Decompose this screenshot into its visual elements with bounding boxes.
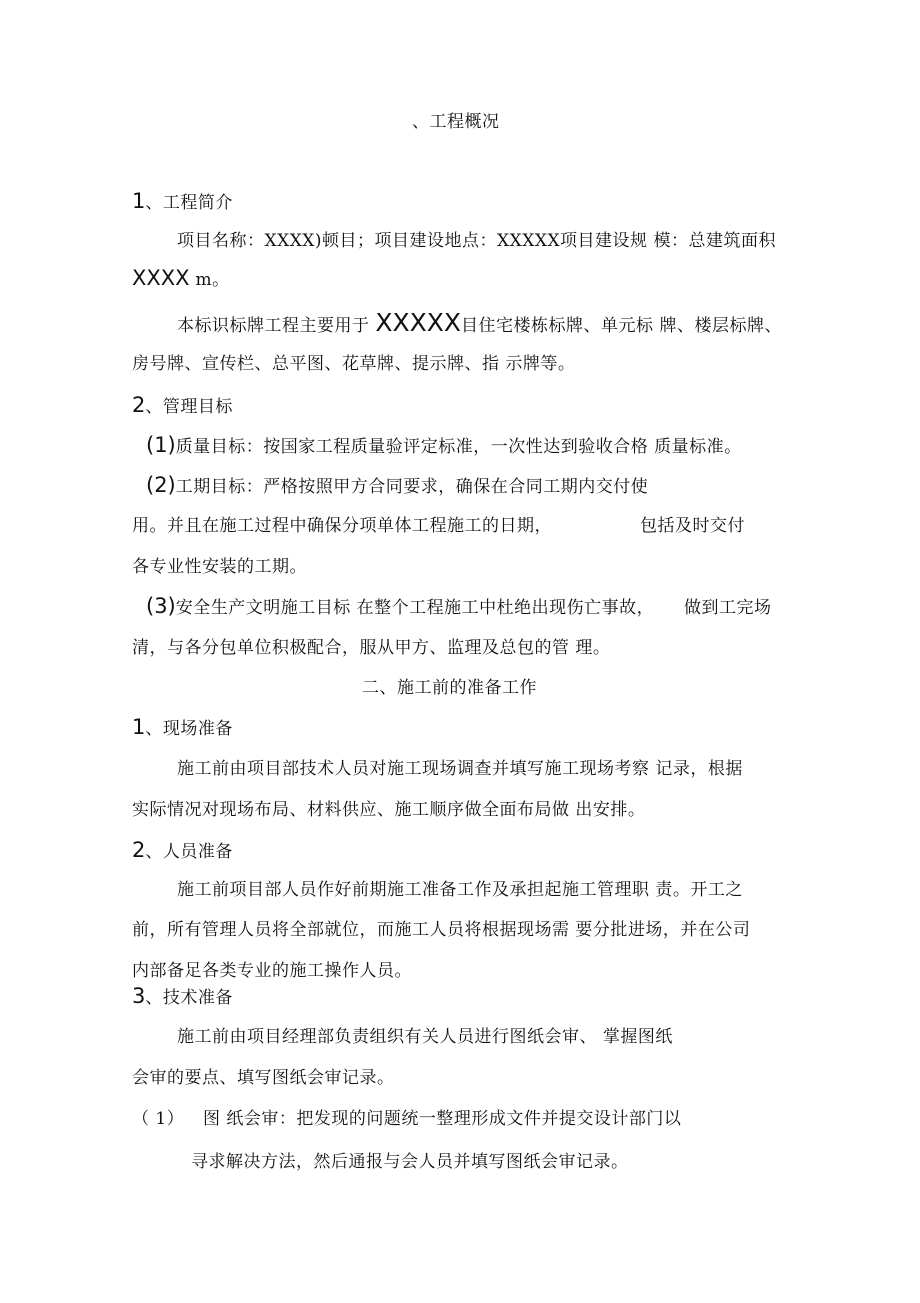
item-number: (1): [146, 433, 176, 457]
list-item-schedule-goal: [146, 473, 648, 499]
heading-number: 1: [132, 715, 146, 739]
item-number: (2): [146, 473, 176, 497]
paragraph-line: 做到工完场: [684, 598, 772, 618]
sub-item-number: （ 1）: [132, 1109, 185, 1129]
section-heading-personnel-preparation: [132, 838, 233, 864]
paragraph-line: 清，与各分包单位积极配合，服从甲方、监理及总包的管 理。: [132, 638, 611, 658]
paragraph-line: 包括及时交付: [640, 516, 745, 536]
heading-number: 1: [132, 189, 146, 213]
paragraph-text: 本标识标牌工程主要用于: [177, 316, 376, 336]
placeholder-text: XXXX: [132, 266, 190, 290]
placeholder-text: XXXXX: [375, 308, 462, 337]
heading-number: 2: [132, 838, 146, 862]
item-number: (3): [146, 594, 176, 618]
paragraph-line: 内部备足各类专业的施工操作人员。: [132, 961, 412, 981]
paragraph-text: m。: [189, 270, 230, 290]
section-heading-site-preparation: [132, 715, 233, 741]
paragraph-line: 项目名称：XXXX)顿目；项目建设地点：XXXXX项目建设规 模：总建筑面积: [177, 231, 776, 251]
list-item-safety-goal: [146, 594, 654, 620]
section-heading-technical-preparation: [132, 984, 233, 1010]
part-two-title: 二、施工前的准备工作: [362, 678, 537, 698]
heading-text: 、人员准备: [145, 842, 233, 862]
section-heading-project-intro: [132, 189, 233, 215]
paragraph-line: 会审的要点、填写图纸会审记录。: [132, 1068, 395, 1088]
item-text: 质量目标：按国家工程质量验评定标准，一次性达到验收合格 质量标准。: [175, 437, 742, 457]
section-heading-management-goals: [132, 393, 233, 419]
paragraph-line: 前，所有管理人员将全部就位，而施工人员将根据现场需 要分批进场，并在公司: [132, 920, 751, 940]
item-text: 工期目标：严格按照甲方合同要求，确保在合同工期内交付使: [175, 477, 649, 497]
paragraph-line: 寻求解决方法，然后通报与会人员并填写图纸会审记录。: [191, 1152, 629, 1172]
item-text: 安全生产文明施工目标 在整个工程施工中杜绝出现伤亡事故，: [175, 598, 655, 618]
heading-number: 3: [132, 984, 146, 1008]
sub-item-text: 图 纸会审：把发现的问题统一整理形成文件并提交设计部门以: [203, 1109, 682, 1129]
paragraph-line: 施工前由项目部技术人员对施工现场调查并填写施工现场考察 记录，根据: [177, 759, 743, 779]
paragraph-text: 目住宅楼栋标牌、单元标 牌、楼层标牌、: [461, 316, 782, 336]
paragraph-line: 各专业性安装的工期。: [132, 557, 307, 577]
heading-text: 、管理目标: [145, 397, 233, 417]
heading-text: 、现场准备: [145, 719, 233, 739]
paragraph-line: 房号牌、宣传栏、总平图、花草牌、提示牌、指 示牌等。: [132, 354, 576, 374]
heading-number: 2: [132, 393, 146, 417]
paragraph-line: 施工前项目部人员作好前期施工准备工作及承担起施工管理职 责。开工之: [177, 880, 743, 900]
paragraph-line: [132, 266, 230, 292]
heading-text: 、技术准备: [145, 988, 233, 1008]
paragraph-line: [177, 308, 782, 338]
paragraph-line: 施工前由项目经理部负责组织有关人员进行图纸会审、 掌握图纸: [177, 1027, 673, 1047]
document-title: 、工程概况: [412, 112, 500, 132]
paragraph-line: 用。并且在施工过程中确保分项单体工程施工的日期，: [132, 516, 552, 536]
paragraph-line: 实际情况对现场布局、材料供应、施工顺序做全面布局做 出安排。: [132, 800, 646, 820]
heading-text: 、工程简介: [145, 193, 233, 213]
list-item-quality-goal: [146, 433, 742, 459]
